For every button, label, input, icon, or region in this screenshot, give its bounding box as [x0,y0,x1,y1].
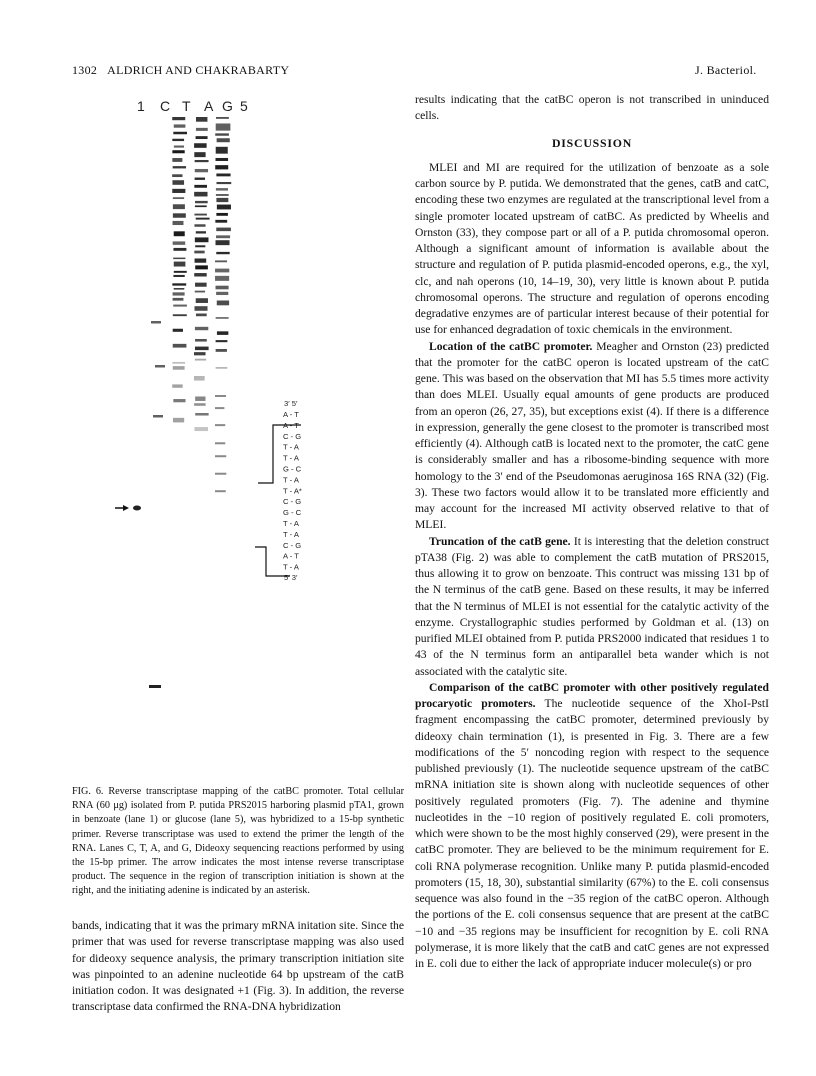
gel-band [174,262,186,267]
gel-band [173,292,185,295]
gel-band [195,347,209,351]
sequence-pair: T - A* [283,486,302,496]
gel-band [217,182,232,184]
gel-band [172,384,182,387]
paragraph: bands, indicating that it was the primary mRNA initation site. Since the primer that was used for reverse transcriptase mapping was also used for dideoxy sequence analysis, the primary transcription initiation site was pinpointed to an adenine nucleotide 64 bp upstream of the catB initiation codon. It was designated +1 (Fig. 3). In addition, the reverse transcriptase data confirmed the RNA-DNA hybridization [72,919,404,1014]
gel-band [173,329,183,332]
sequence-pair: C - G [283,497,302,507]
sequence-pair: T - A [283,453,299,463]
lane-label-a: A [204,98,214,114]
gel-band [196,231,206,233]
gel-band [216,198,228,202]
gel-band [215,490,226,492]
gel-band [216,228,231,232]
sequence-pair: T - A [283,475,299,485]
gel-band [173,418,184,423]
gel-band [215,260,227,262]
gel-band [194,376,205,381]
gel-band [153,415,163,418]
gel-band [172,283,186,285]
gel-band [173,275,184,277]
section-heading-discussion: DISCUSSION [551,135,633,150]
gel-band [174,288,185,290]
gel-band [194,192,207,197]
gel-band [196,313,207,316]
paragraph: MLEI and MI are required for the utilization of benzoate as a sole carbon source by P. putida. We demonstrated that the genes, catB and catC, encoding these two enzymes are regulated at the transcriptional level from a single promoter located upstream of catBC. As predicted by Wheelis and Ornston (33), they compose part or all of a P. putida chromosomal operon. Although a significant amount of information is available about the structure and regulation of P. putida plasmid-encoded operons, e.g., the xyl, clc, and nah operons (10, 14–19, 30), very little is known about P. putida chromosomal operons. The structure and regulation of operons encoding degradative enzymes are of particular interest because of their potential for use for enhanced degradation of toxic chemicals in the environment. [415,160,769,337]
lane-label-t: T [182,98,191,114]
sequence-pair: T - A [283,519,299,528]
lane-labels [137,98,248,114]
gel-band [195,359,206,361]
gel-band [215,133,229,135]
gel-band [194,273,206,276]
gel-band [216,292,228,295]
gel-band [195,205,207,207]
gel-band [173,204,185,209]
gel-band [173,305,187,307]
sequence-pair: A - T [283,410,299,419]
gel-band [194,185,207,188]
sequence-pair: T - A [283,442,299,452]
page-number: 1302 [72,63,98,77]
gel-band [216,123,231,130]
gel-band [216,235,230,238]
gel-band [194,403,205,406]
paragraph: results indicating that the catBC operon is not transcribed in uninduced cells. [415,93,769,123]
gel-band [194,306,207,311]
gel-band [172,189,185,193]
subheading: Truncation of the catB gene. [429,534,571,548]
sequence-pair: C - G [283,431,302,441]
gel-band [194,143,207,148]
gel-band [215,269,229,273]
page-header-left [72,63,289,78]
sequence-pair: T - A [283,529,299,539]
gel-band [172,139,184,141]
gel-band [173,258,185,260]
gel-band [215,455,226,457]
gel-band [172,158,182,162]
gel-band [216,117,229,119]
gel-band [195,160,209,162]
sequence-pair: G - C [283,508,302,518]
gel-band [194,224,205,226]
gel-band [216,158,229,161]
gel-band [216,188,228,190]
gel-band [195,413,208,416]
figure-caption: FIG. 6. Reverse transcriptase mapping of the catBC promoter. Total cellular RNA (60 μg) isolated from P. putida PRS2015 harboring plasmid pTA1, grown in benzoate (lane 1) or glucose (lane 5), was hybridized to a 15-bp synthetic primer. Reverse transcriptase was used to extend the primer the length of the RNA. Lanes C, T, A, and G, Dideoxy sequencing reactions performed by using the 15-bp primer. The arrow indicates the most intense reverse transcriptase product. The sequence in the region of transcription initiation is shown at the right, and the initiating adenine is indicated by an asterisk. [72,786,404,897]
gel-band [196,117,207,122]
gel-band [194,251,204,254]
gel-band [215,442,225,444]
gel-band [196,128,208,131]
gel-band [173,213,186,217]
subheading: Location of the catBC promoter. [429,339,593,353]
gel-band [215,424,225,426]
sequence-ladder [283,410,302,572]
gel-band [215,407,224,409]
paragraph [415,339,769,534]
paragraph-body: The nucleotide sequence of the XhoI-PstI fragment encompassing the catBC promoter, determined previously by dideoxy chain termination (1), is presented in Fig. 3. There are a few modifications of the 5′ noncoding region with respect to the sequence published previously (1). The nucleotide sequence upstream of the catBC mRNA initiation site is shown along with nucleotide sequences of other positively regulated promoters (Fig. 7). The adenine and thymine nucleotides in the −10 region of positively regulated E. coli promoters, which were shown to be the most highly conserved (29), were present in the catBC promoter. They are believed to be the minimum requirement for E. coli RNA polymerase recognition. Unlike many P. putida plasmid-encoded promoters (15, 18, 30), substantial similarity (67%) to the E. coli consensus sequence was also found in the −35 region of the catBC operon. Although the portions of the E. coli consensus sequence that are present at the catBC −10 and −35 regions may be insufficient for recognition by E. coli RNA polymerase, it is more likely that the catB and catC genes are not expressed in E. coli due to either the lack of appropriate inducer molecule(s) or pro [415,697,769,970]
gel-band [216,367,228,369]
gel-band [173,197,184,199]
gel-band [173,221,184,225]
gel-band [194,152,205,157]
gel-band [217,331,228,335]
gel-band [215,276,229,281]
gel-band [195,201,208,203]
lane-label-1: 1 [137,98,145,114]
sequence-pair: A - T [283,420,299,430]
gel-band [151,321,161,324]
gel-band [195,178,205,180]
gel-band [195,396,205,400]
gel-band [216,286,229,290]
paragraph-body: It is interesting that the deletion construct pTA38 (Fig. 2) was able to complement the catB mutation of PRS2015, thus allowing it to grow on benzoate. This contruct was missing 131 bp of the N terminus of the catB gene. Based on these results, it may be inferred that the N terminus of MLEI is not essential for the catalytic activity of the enzyme. Crystallographic studies performed by Goldman et al. (13) on purified MLEI obtained from P. putida PRS2000 indicated that residues 1 to 43 of the N terminus form an antiparallel beta wander which is not associated with the catalytic site. [415,534,769,678]
gel-band [216,317,229,319]
gel-band [174,231,185,236]
sequence-pair: C - G [283,540,302,550]
gel-band [195,291,205,293]
gel-bands [151,117,231,492]
gel-band [173,399,185,402]
gel-band [196,298,208,303]
gel-band [217,138,230,142]
gel-band [195,258,207,262]
gel-band [215,240,229,245]
gel-band [216,174,230,177]
gel-band [196,218,210,220]
gel-band [195,265,208,269]
gel-band [215,220,227,223]
left-column-text [72,918,404,1016]
sequence-top-label: 3′ 5′ [284,399,298,408]
running-head-authors: ALDRICH AND CHAKRABARTY [107,63,290,77]
sequence-bottom-label: 5′ 3′ [284,573,298,582]
gel-band [216,252,229,254]
gel-band [216,340,228,342]
gel-band [173,248,186,251]
gel-band [173,298,184,301]
lane-label-5: 5 [240,98,248,114]
gel-band [217,205,231,210]
gel-band [195,245,205,247]
gel-band [194,352,206,355]
gel-band [196,136,208,139]
sequence-pair: T - A [283,562,299,572]
gel-band [215,165,228,169]
gel-band [172,180,184,185]
arrow-icon [115,505,141,511]
gel-band [173,344,187,348]
gel-band [194,214,206,216]
gel-band [173,241,186,244]
gel-band [172,174,182,177]
gel-band [215,395,226,397]
gel-band [216,147,228,154]
gel-band [173,132,187,134]
gel-figure [115,95,415,695]
gel-band [173,166,186,168]
gel-band [155,365,165,368]
gel-band [216,194,229,196]
gel-band [149,685,161,688]
gel-band [216,349,227,352]
gel-band [195,283,207,287]
paragraph [415,680,769,973]
paragraph [415,534,769,680]
gel-band [172,117,185,120]
subheading: Comparison of the catBC promoter with other positively regulated procaryotic promoters. [415,680,769,710]
gel-band [174,146,184,148]
gel-band [173,366,185,370]
lane-label-g: G [222,98,233,114]
gel-band [195,327,208,330]
gel-band [173,314,187,316]
gel-band [216,213,228,216]
right-column [415,92,769,972]
gel-band [215,473,226,475]
gel-band [194,427,208,431]
paragraph-body: Meagher and Ornston (23) predicted that the promoter for the catBC operon is located upstream of the catC gene. This was based on the observation that MI has 5.5 times more activity than does MLEI. Usually equal amounts of gene products are produced from an operon (26, 27, 35), but exceptions exist (4). If there is a difference in expression, generally the gene closest to the promoter is transcribed most efficiently (4). Although catB is located next to the promoter, the catC gene is considerably smaller and has a ribosome-binding sequence with more homology to the 3′ end of the Pseudomonas aeruginosa 16S RNA (32) (Fig. 3). These two factors would allow it to be translated more efficiently and may account for the increased MI activity observed relative to that of MLEI. [415,339,769,532]
gel-band [174,271,187,273]
journal-name: J. Bacteriol. [695,63,757,77]
gel-band [172,150,184,153]
sequence-pair: G - C [283,464,302,474]
gel-band [172,362,185,364]
gel-band [195,169,208,172]
gel-band [195,237,209,242]
gel-band [174,124,186,127]
lane-label-c: C [160,98,171,114]
gel-band [195,339,207,342]
sequence-pair: A - T [283,551,299,561]
gel-band [217,300,229,305]
